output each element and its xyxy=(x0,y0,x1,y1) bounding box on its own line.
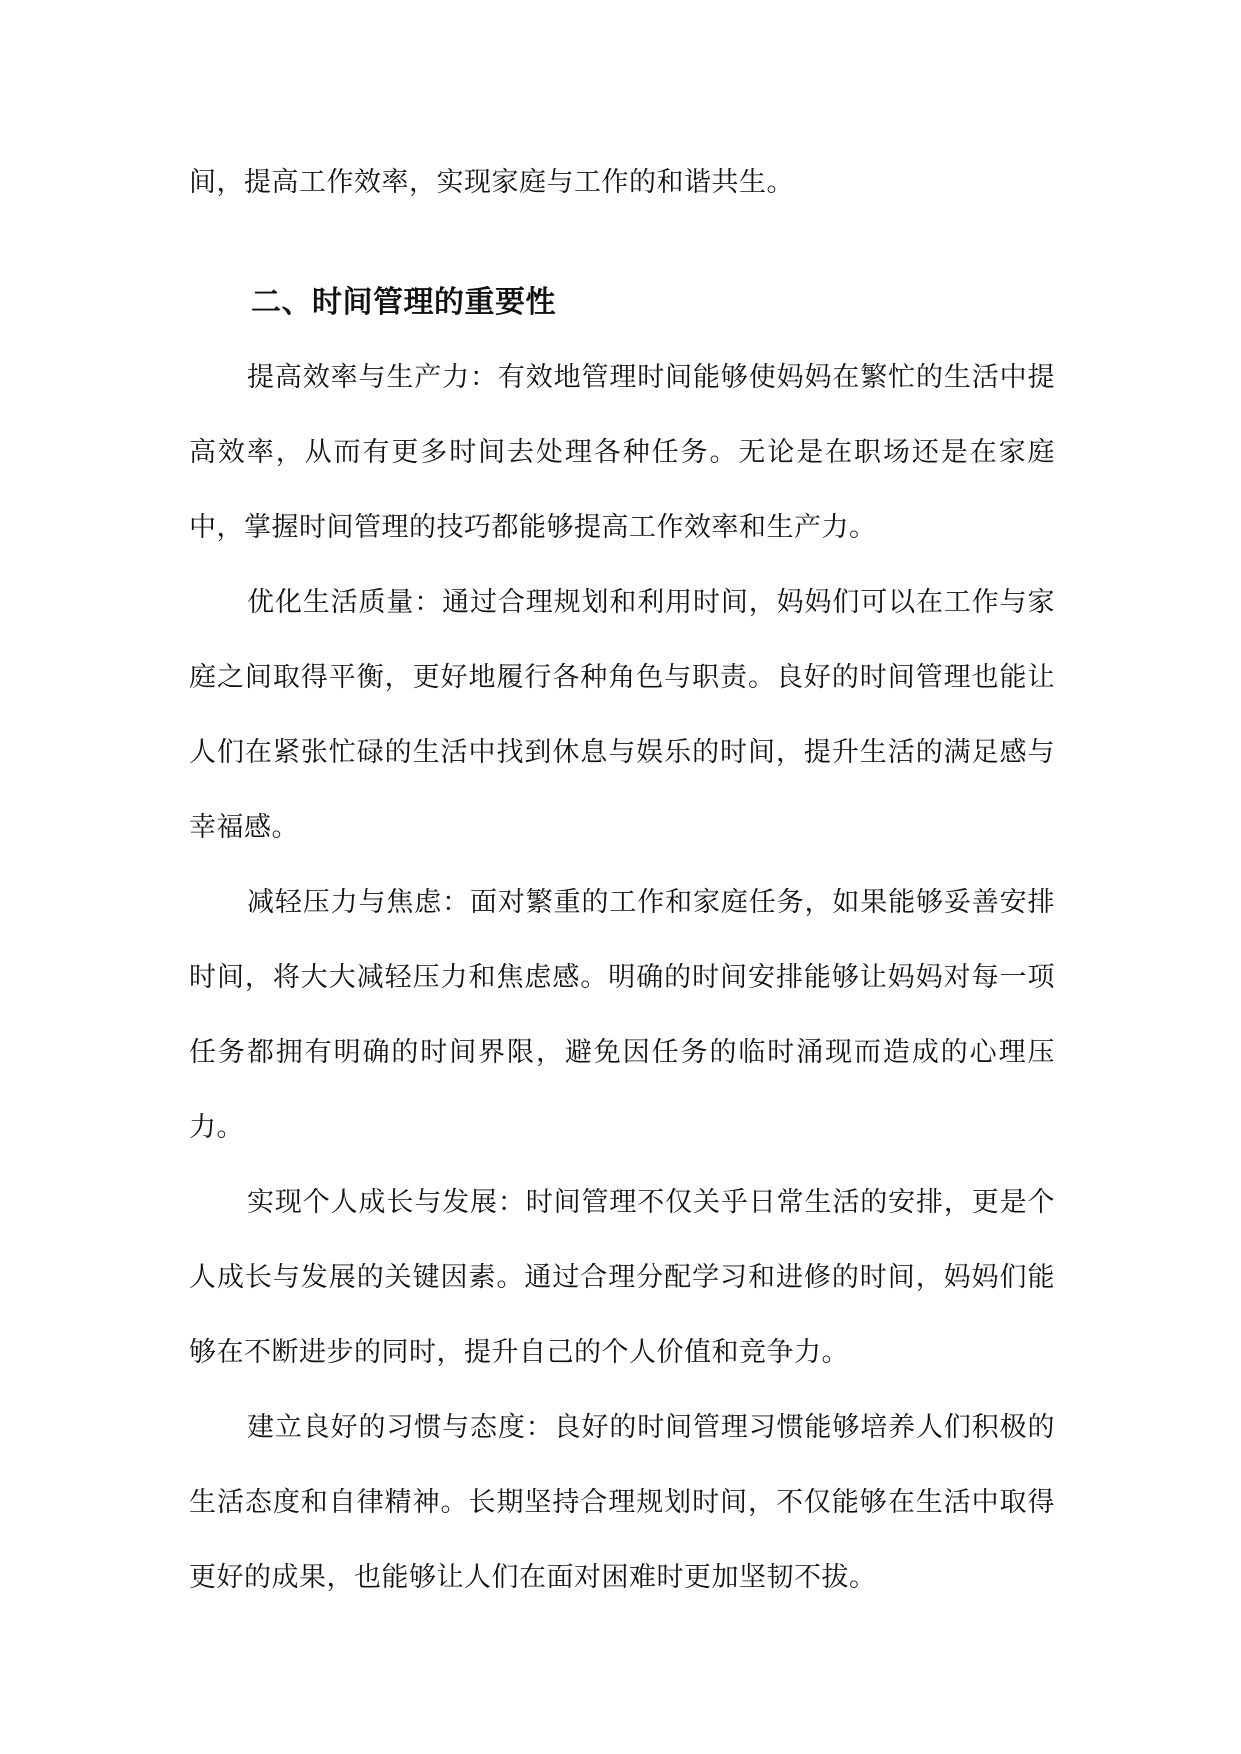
paragraph-stress-relief: 减轻压力与焦虑：面对繁重的工作和家庭任务，如果能够妥善安排时间，将大大减轻压力和焦虑感。明确的时间安排能够让妈妈对每一项任务都拥有明确的时间界限，避免因任务的临时涌现而造成的心理压力。 xyxy=(189,887,1055,1143)
paragraph-efficiency: 提高效率与生产力：有效地管理时间能够使妈妈在繁忙的生活中提高效率，从而有更多时间去处理各种任务。无论是在职场还是在家庭中，掌握时间管理的技巧都能够提高工作效率和生产力。 xyxy=(189,362,1055,543)
section-heading: 二、时间管理的重要性 xyxy=(251,285,556,320)
intro-tail-paragraph: 间，提高工作效率，实现家庭与工作的和谐共生。 xyxy=(189,167,794,198)
paragraph-good-habits: 建立良好的习惯与态度：良好的时间管理习惯能够培养人们积极的生活态度和自律精神。长期坚持合理规划时间，不仅能够在生活中取得更好的成果，也能够让人们在面对困难时更加坚韧不拔。 xyxy=(189,1412,1055,1593)
paragraph-personal-growth: 实现个人成长与发展：时间管理不仅关乎日常生活的安排，更是个人成长与发展的关键因素。通过合理分配学习和进修的时间，妈妈们能够在不断进步的同时，提升自己的个人价值和竞争力。 xyxy=(189,1187,1055,1368)
paragraph-quality-of-life: 优化生活质量：通过合理规划和利用时间，妈妈们可以在工作与家庭之间取得平衡，更好地履行各种角色与职责。良好的时间管理也能让人们在紧张忙碌的生活中找到休息与娱乐的时间，提升生活的满足感与幸福感。 xyxy=(189,587,1055,843)
document-body xyxy=(189,145,1055,1615)
